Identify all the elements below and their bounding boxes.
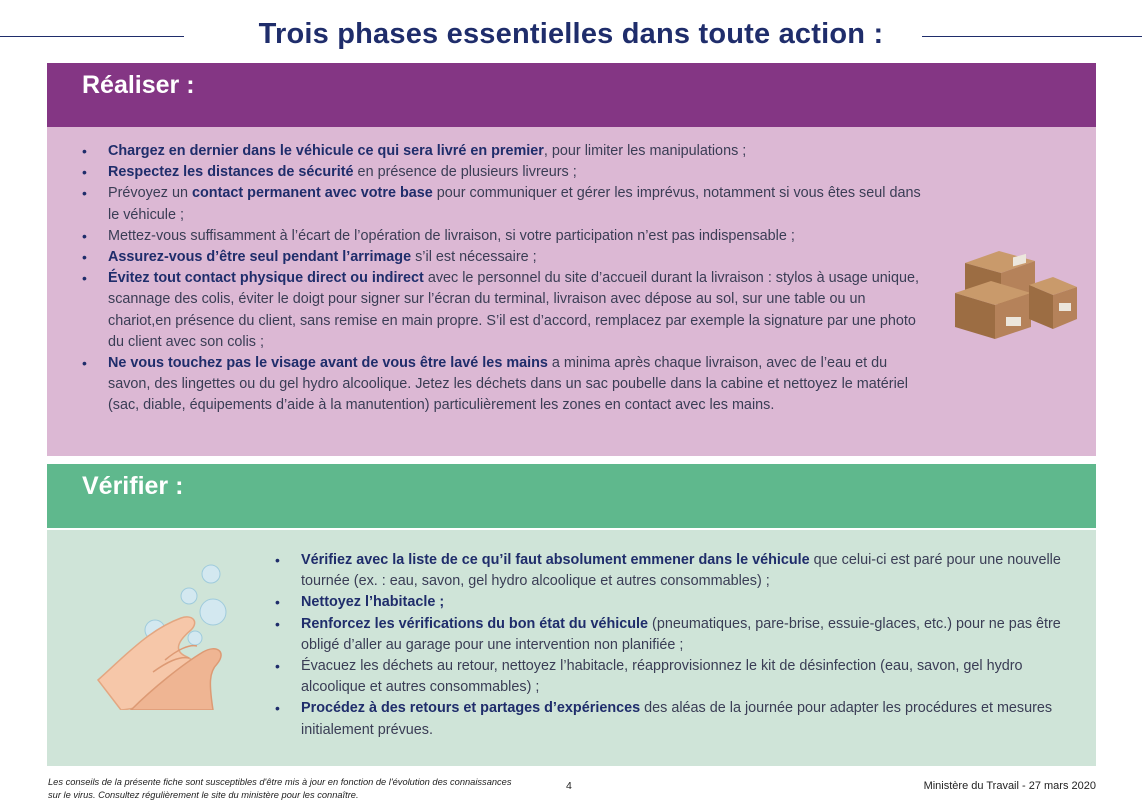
list-item-text: (pneumatiques, pare-brise, essuie-glaces, etc.) pour ne pas être obligé d’aller au garage pour une intervention non planifiée ;	[301, 615, 1061, 653]
verifier-body	[47, 530, 1096, 766]
list-item-text: des aléas de la journée pour adapter les procédures et mesures initialement prévues.	[301, 700, 1053, 738]
list-item	[82, 226, 922, 247]
list-item-text: Mettez-vous suffisamment à l’écart de l’opération de livraison, si votre participation n’est pas indispensable ;	[108, 227, 795, 244]
list-item-text: , pour limiter les manipulations ;	[543, 143, 747, 159]
list-item-text: s’il est nécessaire ;	[411, 249, 537, 266]
list-item-bold: Ne vous touchez pas le visage avant de vous être lavé les mains	[108, 355, 548, 372]
list-item-bold: Évitez tout contact physique direct ou indirect	[108, 270, 424, 287]
list-item-text: Évacuez les déchets au retour, nettoyez l’habitacle, réapprovisionnez le kit de désinfection (eau, savon, gel hydro alcoolique et autres consommables) ;	[301, 658, 1023, 696]
list-item-text: a minima après chaque livraison, avec de l’eau et du savon, des lingettes ou du gel hydro alcoolique. Jetez les déchets dans un sac poubelle dans la cabine et nettoyez le matériel (sac, diable, équipements d’aide à la manutention) particulièrement les zones en contact avec les mains.	[108, 355, 908, 414]
list-item-bold: Chargez en dernier dans le véhicule ce qui sera livré en premier	[108, 143, 544, 159]
list-item-bold: Nettoyez l’habitacle ;	[301, 594, 445, 611]
list-item-bold: Respectez les distances de sécurité	[108, 164, 354, 181]
list-item-bold: contact permanent avec votre base	[192, 185, 433, 202]
list-item	[82, 247, 922, 268]
realiser-heading: Réaliser :	[47, 63, 1096, 127]
realiser-list	[82, 141, 922, 417]
verifier-list	[275, 550, 1085, 741]
list-item	[82, 353, 922, 417]
list-item	[82, 141, 922, 162]
list-item	[82, 162, 922, 183]
verifier-heading: Vérifier :	[47, 464, 1096, 528]
list-item-bold: Renforcez les vérifications du bon état du véhicule	[301, 615, 649, 632]
list-item-text: que celui-ci est paré pour une nouvelle tournée (ex. : eau, savon, gel hydro alcoolique et autres consommables) ;	[301, 552, 1061, 590]
list-item-text: avec le personnel du site d’accueil durant la livraison : stylos à usage unique, scannage des colis, éviter le doigt pour signer sur l’écran du terminal, livraison avec dépose au sol, sur une table ou un chariot,en présence du client, sans remise en main propre. S’il est d’accord, remplacez par exemple la signature par une photo du client avec son colis ;	[108, 270, 920, 350]
page-title: Trois phases essentielles dans toute action :	[258, 18, 884, 50]
list-item	[82, 268, 922, 353]
list-item-pre: Prévoyez un	[108, 185, 192, 202]
page-number: 4	[566, 780, 572, 792]
list-item	[275, 698, 1085, 740]
list-item-bold: Assurez-vous d’être seul pendant l’arrimage	[108, 249, 412, 266]
washing-hands-icon	[93, 560, 263, 710]
list-item	[275, 656, 1085, 698]
list-item-bold: Vérifiez avec la liste de ce qu’il faut absolument emmener dans le véhicule	[301, 552, 810, 568]
list-item-text: en présence de plusieurs livreurs ;	[353, 164, 577, 181]
realiser-body	[47, 127, 1096, 456]
list-item-bold: Procédez à des retours et partages d’expériences	[301, 700, 641, 717]
cardboard-boxes-icon	[951, 247, 1081, 343]
list-item	[275, 550, 1085, 592]
list-item	[275, 614, 1085, 656]
verifier-section	[47, 464, 1096, 766]
footer-ministry: Ministère du Travail - 27 mars 2020	[923, 780, 1096, 792]
list-item	[275, 592, 1085, 613]
list-item	[82, 183, 922, 225]
list-item-text: pour communiquer et gérer les imprévus, notamment si vous êtes seul dans le véhicule ;	[108, 185, 921, 223]
footer-note: Les conseils de la présente fiche sont susceptibles d'être mis à jour en fonction de l'évolution des connaissances sur le virus. Consultez régulièrement le site du ministère pour les connaître.	[48, 777, 512, 800]
realiser-section	[47, 63, 1096, 456]
